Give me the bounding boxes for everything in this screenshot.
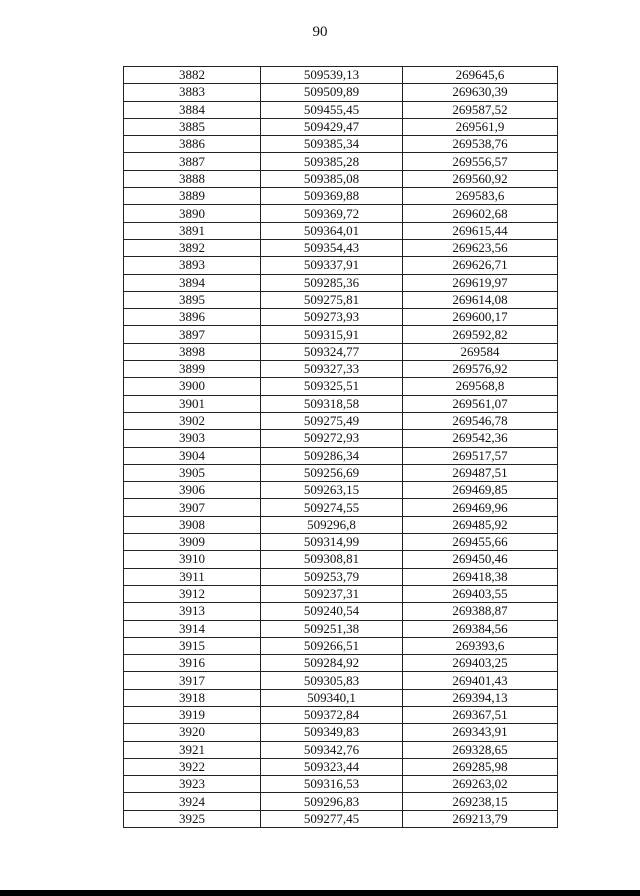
y-coordinate-cell: 269645,6	[403, 67, 558, 84]
y-coordinate-cell: 269343,91	[403, 724, 558, 741]
x-coordinate-cell: 509385,28	[261, 153, 403, 170]
x-coordinate-cell: 509369,72	[261, 205, 403, 222]
x-coordinate-cell: 509275,49	[261, 412, 403, 429]
x-coordinate-cell: 509327,33	[261, 361, 403, 378]
y-coordinate-cell: 269285,98	[403, 758, 558, 775]
y-coordinate-cell: 269560,92	[403, 170, 558, 187]
y-coordinate-cell: 269418,38	[403, 568, 558, 585]
y-coordinate-cell: 269542,36	[403, 430, 558, 447]
x-coordinate-cell: 509429,47	[261, 118, 403, 135]
point-number-cell: 3884	[124, 101, 261, 118]
table-row	[124, 361, 558, 378]
point-number-cell: 3890	[124, 205, 261, 222]
point-number-cell: 3909	[124, 534, 261, 551]
table-row	[124, 810, 558, 827]
y-coordinate-cell: 269213,79	[403, 810, 558, 827]
table-row	[124, 655, 558, 672]
x-coordinate-cell: 509369,88	[261, 188, 403, 205]
y-coordinate-cell: 269626,71	[403, 257, 558, 274]
point-number-cell: 3918	[124, 689, 261, 706]
y-coordinate-cell: 269614,08	[403, 291, 558, 308]
point-number-cell: 3912	[124, 585, 261, 602]
table-row	[124, 585, 558, 602]
y-coordinate-cell: 269619,97	[403, 274, 558, 291]
x-coordinate-cell: 509372,84	[261, 706, 403, 723]
x-coordinate-cell: 509354,43	[261, 239, 403, 256]
point-number-cell: 3922	[124, 758, 261, 775]
y-coordinate-cell: 269546,78	[403, 412, 558, 429]
point-number-cell: 3905	[124, 464, 261, 481]
point-number-cell: 3913	[124, 603, 261, 620]
y-coordinate-cell: 269455,66	[403, 534, 558, 551]
y-coordinate-cell: 269238,15	[403, 793, 558, 810]
y-coordinate-cell: 269401,43	[403, 672, 558, 689]
x-coordinate-cell: 509318,58	[261, 395, 403, 412]
x-coordinate-cell: 509349,83	[261, 724, 403, 741]
x-coordinate-cell: 509296,83	[261, 793, 403, 810]
y-coordinate-cell: 269384,56	[403, 620, 558, 637]
x-coordinate-cell: 509314,99	[261, 534, 403, 551]
point-number-cell: 3900	[124, 378, 261, 395]
point-number-cell: 3923	[124, 776, 261, 793]
point-number-cell: 3883	[124, 84, 261, 101]
y-coordinate-cell: 269576,92	[403, 361, 558, 378]
coordinates-table	[123, 66, 558, 828]
x-coordinate-cell: 509251,38	[261, 620, 403, 637]
point-number-cell: 3925	[124, 810, 261, 827]
x-coordinate-cell: 509364,01	[261, 222, 403, 239]
table-row	[124, 205, 558, 222]
point-number-cell: 3898	[124, 343, 261, 360]
x-coordinate-cell: 509340,1	[261, 689, 403, 706]
table-row	[124, 568, 558, 585]
table-row	[124, 188, 558, 205]
x-coordinate-cell: 509385,08	[261, 170, 403, 187]
point-number-cell: 3888	[124, 170, 261, 187]
point-number-cell: 3887	[124, 153, 261, 170]
table-row	[124, 758, 558, 775]
table-row	[124, 430, 558, 447]
table-row	[124, 118, 558, 135]
table-row	[124, 84, 558, 101]
y-coordinate-cell: 269469,96	[403, 499, 558, 516]
point-number-cell: 3882	[124, 67, 261, 84]
y-coordinate-cell: 269615,44	[403, 222, 558, 239]
table-row	[124, 706, 558, 723]
point-number-cell: 3885	[124, 118, 261, 135]
table-row	[124, 170, 558, 187]
y-coordinate-cell: 269403,55	[403, 585, 558, 602]
x-coordinate-cell: 509308,81	[261, 551, 403, 568]
table-row	[124, 291, 558, 308]
table-row	[124, 620, 558, 637]
x-coordinate-cell: 509539,13	[261, 67, 403, 84]
x-coordinate-cell: 509509,89	[261, 84, 403, 101]
y-coordinate-cell: 269592,82	[403, 326, 558, 343]
point-number-cell: 3891	[124, 222, 261, 239]
table-row	[124, 395, 558, 412]
point-number-cell: 3904	[124, 447, 261, 464]
y-coordinate-cell: 269388,87	[403, 603, 558, 620]
table-row	[124, 603, 558, 620]
x-coordinate-cell: 509285,36	[261, 274, 403, 291]
table-row	[124, 516, 558, 533]
x-coordinate-cell: 509325,51	[261, 378, 403, 395]
table-row	[124, 793, 558, 810]
point-number-cell: 3907	[124, 499, 261, 516]
table-row	[124, 343, 558, 360]
x-coordinate-cell: 509316,53	[261, 776, 403, 793]
point-number-cell: 3902	[124, 412, 261, 429]
page-number: 90	[312, 24, 328, 40]
y-coordinate-cell: 269568,8	[403, 378, 558, 395]
scan-bottom-edge	[0, 890, 640, 896]
x-coordinate-cell: 509266,51	[261, 637, 403, 654]
y-coordinate-cell: 269469,85	[403, 482, 558, 499]
table-row	[124, 637, 558, 654]
x-coordinate-cell: 509315,91	[261, 326, 403, 343]
x-coordinate-cell: 509324,77	[261, 343, 403, 360]
x-coordinate-cell: 509256,69	[261, 464, 403, 481]
x-coordinate-cell: 509277,45	[261, 810, 403, 827]
y-coordinate-cell: 269403,25	[403, 655, 558, 672]
point-number-cell: 3892	[124, 239, 261, 256]
x-coordinate-cell: 509296,8	[261, 516, 403, 533]
table-row	[124, 551, 558, 568]
point-number-cell: 3886	[124, 136, 261, 153]
y-coordinate-cell: 269602,68	[403, 205, 558, 222]
table-row	[124, 499, 558, 516]
point-number-cell: 3896	[124, 309, 261, 326]
x-coordinate-cell: 509272,93	[261, 430, 403, 447]
x-coordinate-cell: 509286,34	[261, 447, 403, 464]
table-row	[124, 741, 558, 758]
y-coordinate-cell: 269263,02	[403, 776, 558, 793]
table-row	[124, 464, 558, 481]
table-row	[124, 672, 558, 689]
table-row	[124, 534, 558, 551]
x-coordinate-cell: 509253,79	[261, 568, 403, 585]
point-number-cell: 3919	[124, 706, 261, 723]
x-coordinate-cell: 509455,45	[261, 101, 403, 118]
table-row	[124, 689, 558, 706]
y-coordinate-cell: 269393,6	[403, 637, 558, 654]
x-coordinate-cell: 509275,81	[261, 291, 403, 308]
table-row	[124, 378, 558, 395]
point-number-cell: 3915	[124, 637, 261, 654]
point-number-cell: 3920	[124, 724, 261, 741]
table-row	[124, 326, 558, 343]
y-coordinate-cell: 269600,17	[403, 309, 558, 326]
y-coordinate-cell: 269556,57	[403, 153, 558, 170]
x-coordinate-cell: 509284,92	[261, 655, 403, 672]
y-coordinate-cell: 269538,76	[403, 136, 558, 153]
y-coordinate-cell: 269394,13	[403, 689, 558, 706]
y-coordinate-cell: 269485,92	[403, 516, 558, 533]
point-number-cell: 3910	[124, 551, 261, 568]
point-number-cell: 3906	[124, 482, 261, 499]
y-coordinate-cell: 269561,9	[403, 118, 558, 135]
point-number-cell: 3901	[124, 395, 261, 412]
point-number-cell: 3889	[124, 188, 261, 205]
x-coordinate-cell: 509342,76	[261, 741, 403, 758]
point-number-cell: 3908	[124, 516, 261, 533]
table-row	[124, 447, 558, 464]
x-coordinate-cell: 509305,83	[261, 672, 403, 689]
y-coordinate-cell: 269517,57	[403, 447, 558, 464]
table-row	[124, 274, 558, 291]
x-coordinate-cell: 509273,93	[261, 309, 403, 326]
y-coordinate-cell: 269450,46	[403, 551, 558, 568]
table-row	[124, 136, 558, 153]
table-row	[124, 257, 558, 274]
point-number-cell: 3903	[124, 430, 261, 447]
point-number-cell: 3899	[124, 361, 261, 378]
y-coordinate-cell: 269367,51	[403, 706, 558, 723]
table-row	[124, 67, 558, 84]
y-coordinate-cell: 269587,52	[403, 101, 558, 118]
table-row	[124, 101, 558, 118]
point-number-cell: 3895	[124, 291, 261, 308]
point-number-cell: 3914	[124, 620, 261, 637]
point-number-cell: 3893	[124, 257, 261, 274]
table-row	[124, 309, 558, 326]
x-coordinate-cell: 509323,44	[261, 758, 403, 775]
x-coordinate-cell: 509263,15	[261, 482, 403, 499]
table-row	[124, 482, 558, 499]
x-coordinate-cell: 509237,31	[261, 585, 403, 602]
y-coordinate-cell: 269583,6	[403, 188, 558, 205]
point-number-cell: 3921	[124, 741, 261, 758]
y-coordinate-cell: 269584	[403, 343, 558, 360]
point-number-cell: 3894	[124, 274, 261, 291]
x-coordinate-cell: 509337,91	[261, 257, 403, 274]
y-coordinate-cell: 269328,65	[403, 741, 558, 758]
table-row	[124, 776, 558, 793]
table-row	[124, 239, 558, 256]
x-coordinate-cell: 509385,34	[261, 136, 403, 153]
table-row	[124, 412, 558, 429]
table-row	[124, 222, 558, 239]
point-number-cell: 3911	[124, 568, 261, 585]
point-number-cell: 3924	[124, 793, 261, 810]
x-coordinate-cell: 509274,55	[261, 499, 403, 516]
y-coordinate-cell: 269487,51	[403, 464, 558, 481]
point-number-cell: 3917	[124, 672, 261, 689]
coordinates-table-body	[124, 67, 558, 828]
y-coordinate-cell: 269561,07	[403, 395, 558, 412]
x-coordinate-cell: 509240,54	[261, 603, 403, 620]
y-coordinate-cell: 269630,39	[403, 84, 558, 101]
point-number-cell: 3916	[124, 655, 261, 672]
y-coordinate-cell: 269623,56	[403, 239, 558, 256]
table-row	[124, 724, 558, 741]
table-row	[124, 153, 558, 170]
point-number-cell: 3897	[124, 326, 261, 343]
